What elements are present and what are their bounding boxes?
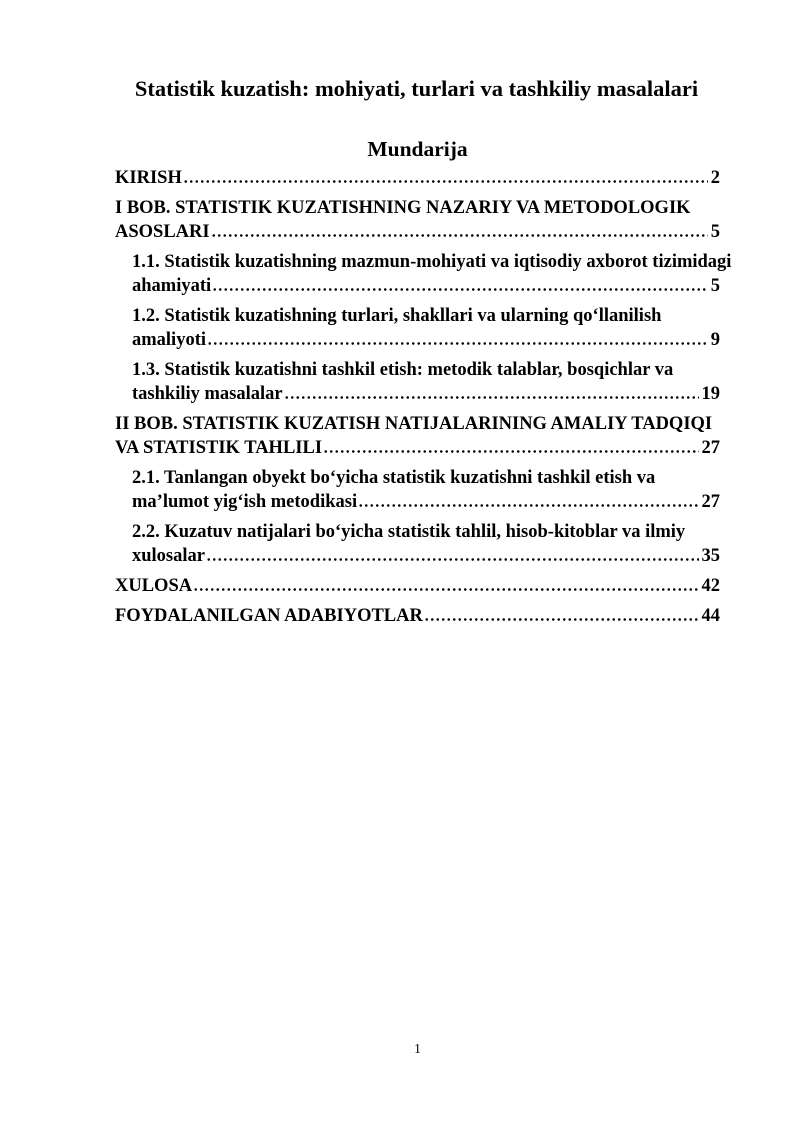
toc-page-number: 9 xyxy=(710,330,720,351)
dotted-leader xyxy=(206,558,699,561)
dotted-leader xyxy=(323,450,698,453)
dotted-leader xyxy=(424,618,699,621)
toc-entry-label: ma’lumot yig‘ish metodikasi xyxy=(132,492,358,513)
dotted-leader xyxy=(193,588,698,591)
toc-page-number: 5 xyxy=(710,276,720,297)
table-of-contents xyxy=(115,166,732,628)
toc-entry-label: XULOSA xyxy=(115,576,193,597)
footer-page-number: 1 xyxy=(414,1041,421,1056)
toc-entry-label: FOYDALANILGAN ADABIYOTLAR xyxy=(115,606,423,627)
toc-page-number: 44 xyxy=(701,606,720,627)
toc-entry-label: ASOSLARI xyxy=(115,222,210,243)
toc-entry-label: VA STATISTIK TAHLILI xyxy=(115,438,323,459)
dotted-leader xyxy=(212,288,708,291)
toc-page-number: 5 xyxy=(710,222,720,243)
toc-page-number: 27 xyxy=(701,492,720,513)
toc-page-number: 27 xyxy=(701,438,720,459)
toc-entry-adabiyotlar[interactable] xyxy=(115,604,720,628)
toc-entry-label: tashkiliy masalalar xyxy=(132,384,283,405)
toc-entry-label: xulosalar xyxy=(132,546,205,567)
toc-entry-2-2[interactable] xyxy=(115,520,720,568)
toc-page-number: 42 xyxy=(701,576,720,597)
toc-entry-label: 1.2. Statistik kuzatishning turlari, shakllari va ularning qo‘llanilish xyxy=(132,306,662,327)
toc-entry-label: amaliyoti xyxy=(132,330,206,351)
dotted-leader xyxy=(358,504,698,507)
document-title: Statistik kuzatish: mohiyati, turlari va tashkiliy masalalari xyxy=(134,76,699,101)
dotted-leader xyxy=(183,180,708,183)
dotted-leader xyxy=(211,234,708,237)
toc-entry-1-2[interactable] xyxy=(115,304,720,352)
toc-heading: Mundarija xyxy=(367,137,468,162)
toc-entry-kirish[interactable] xyxy=(115,166,720,190)
toc-entry-1-1[interactable] xyxy=(115,250,732,298)
toc-entry-2-1[interactable] xyxy=(115,466,720,514)
toc-page-number: 2 xyxy=(710,168,720,189)
toc-entry-chapter-1[interactable] xyxy=(115,196,720,244)
toc-entry-label: 2.1. Tanlangan obyekt bo‘yicha statistik kuzatishni tashkil etish va xyxy=(132,468,656,489)
toc-entry-label: 2.2. Kuzatuv natijalari bo‘yicha statistik tahlil, hisob-kitoblar va ilmiy xyxy=(132,522,686,543)
toc-entry-label: KIRISH xyxy=(115,168,182,189)
dotted-leader xyxy=(207,342,708,345)
toc-entry-1-3[interactable] xyxy=(115,358,720,406)
toc-entry-label: II BOB. STATISTIK KUZATISH NATIJALARINING AMALIY TADQIQI xyxy=(115,414,713,435)
dotted-leader xyxy=(284,396,699,399)
toc-page-number: 35 xyxy=(701,546,720,567)
toc-entry-xulosa[interactable] xyxy=(115,574,720,598)
toc-entry-chapter-2[interactable] xyxy=(115,412,720,460)
toc-entry-label: ahamiyati xyxy=(132,276,212,297)
toc-entry-label: I BOB. STATISTIK KUZATISHNING NAZARIY VA METODOLOGIK xyxy=(115,198,691,219)
toc-page-number: 19 xyxy=(701,384,720,405)
toc-entry-label: 1.3. Statistik kuzatishni tashkil etish: metodik talablar, bosqichlar va xyxy=(132,360,674,381)
toc-entry-label: 1.1. Statistik kuzatishning mazmun-mohiyati va iqtisodiy axborot tizimidagi xyxy=(132,252,732,273)
